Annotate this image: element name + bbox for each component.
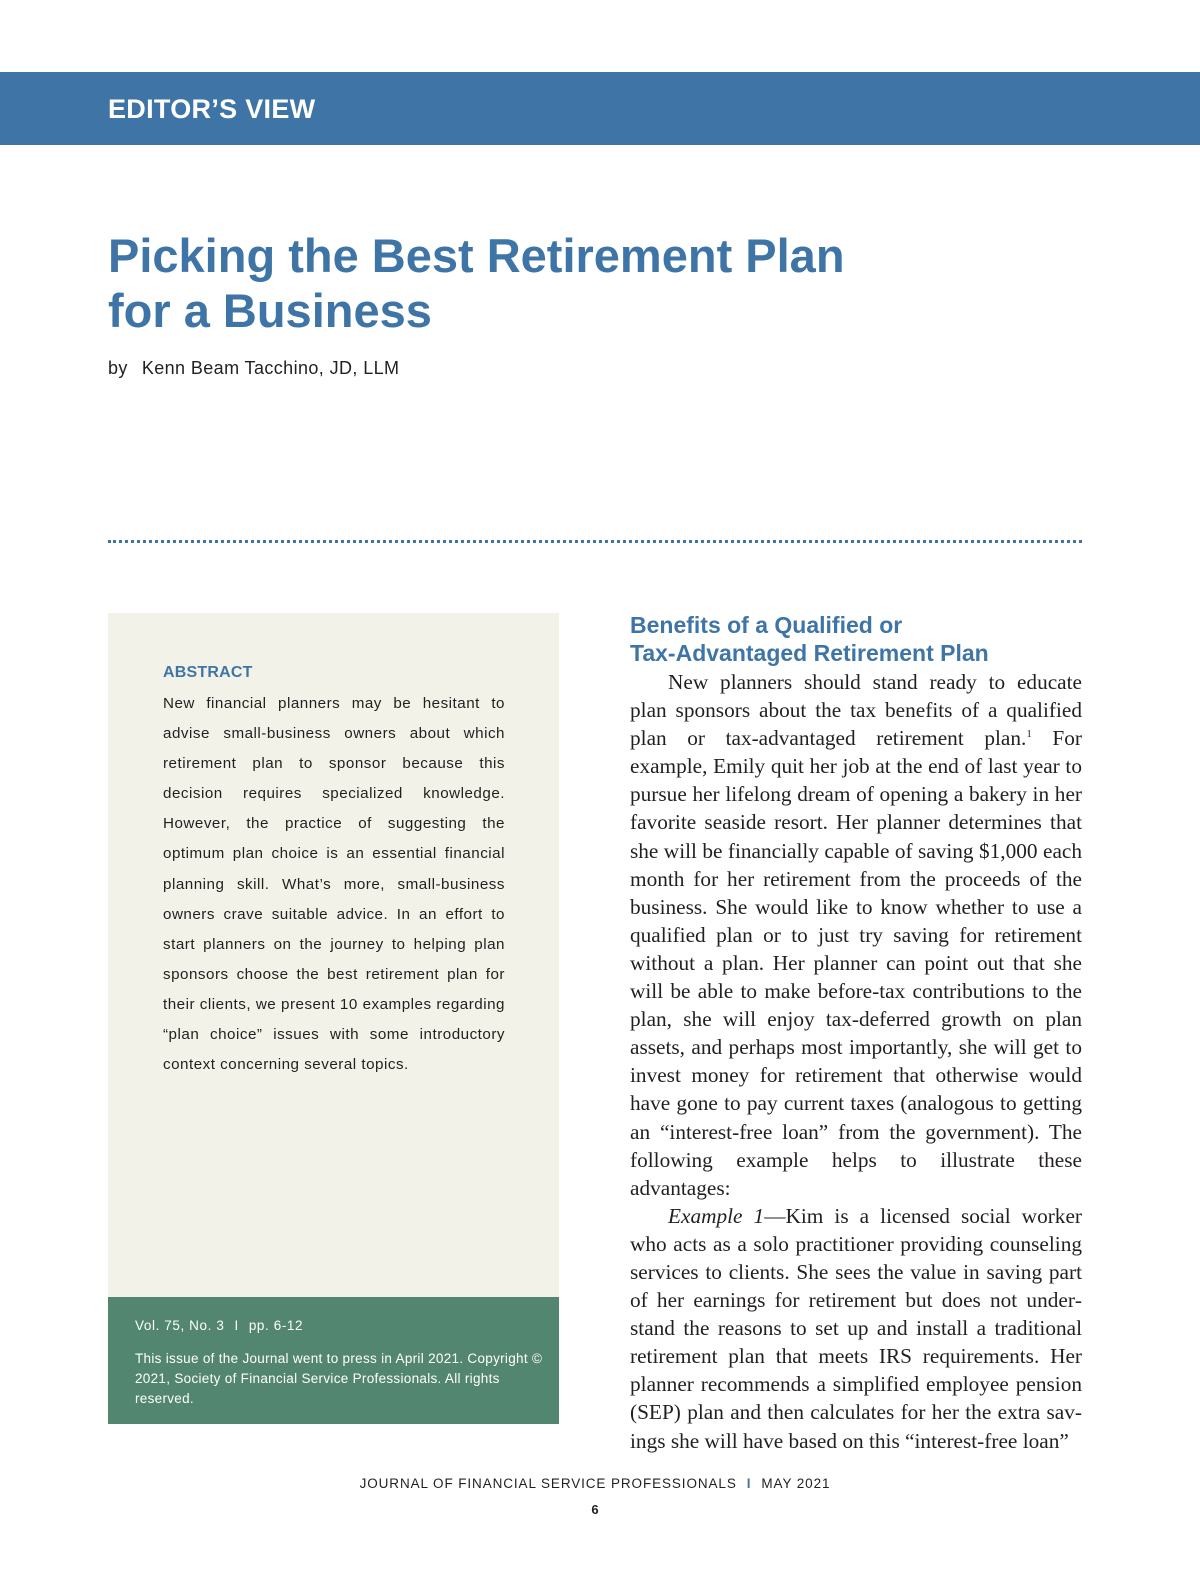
abstract-text: New financial planners may be hesitant to advise small-business owners about which retirement plan to sponsor because this decision requires specialized knowledge. However, the practice of suggesting the optimum plan choice is an essential financial planning skill. What’s more, small-business owners crave suitable advice. In an effort to start planners on the journey to helping plan sponsors choose the best retirement plan for their clients, we present 10 examples regarding “plan choice” issues with some introductory context concerning several topics. — [163, 695, 505, 1074]
body-paragraph-1-start: New planners should stand ready to educate plan sponsors about the tax benefits of a qualified plan or tax-advantaged retirement plan. — [630, 670, 1082, 751]
article-title-line2: for a Business — [108, 284, 432, 337]
issue-pages: pp. 6-12 — [248, 1318, 304, 1333]
issue-press-note: This issue of the Journal went to press in April 2021. Copyright © 2021, Society of Financial Service Professionals. All rights reserved. — [135, 1351, 543, 1406]
dotted-divider — [108, 540, 1082, 543]
byline-prefix: by — [108, 358, 128, 378]
article-title-line1: Picking the Best Retirement Plan — [108, 229, 845, 282]
article-body — [630, 668, 1082, 1455]
issue-separator: I — [234, 1318, 239, 1333]
page-number: 6 — [591, 1502, 599, 1517]
body-paragraph-1 — [630, 668, 1082, 1202]
issue-date: MAY 2021 — [761, 1476, 831, 1491]
page-footer — [0, 1476, 1190, 1491]
body-paragraph-2 — [630, 1202, 1082, 1455]
footnote-ref: 1 — [1026, 728, 1032, 741]
footer-separator: I — [746, 1476, 752, 1491]
section-heading — [630, 611, 1090, 667]
byline — [108, 358, 399, 379]
section-heading-line2: Tax-Advantaged Retirement Plan — [630, 640, 989, 666]
example-label: Example 1 — [668, 1203, 765, 1228]
journal-name: JOURNAL OF FINANCIAL SERVICE PROFESSIONALS — [359, 1476, 737, 1491]
section-heading-line1: Benefits of a Qualified or — [630, 612, 903, 638]
author-name: Kenn Beam Tacchino, JD, LLM — [141, 358, 400, 378]
section-label: EDITOR’S VIEW — [108, 94, 316, 124]
body-paragraph-1-rest: For example, Emily quit her job at the end of last year to pursue her lifelong dream of opening a bakery in her favorite seaside resort. Her planner determines that she will be financially capable of saving $1,000 each month for her retirement from the proceeds of the business. She would like to know whether to use a qualified plan or to just try saving for retirement without a plan. Her planner can point out that she will be able to make before-tax contributions to the plan, she will enjoy tax-deferred growth on plan assets, and perhaps most importantly, she will get to invest money for retirement that otherwise would have gone to pay current taxes (analogous to getting an “interest-free loan” from the government). The following example helps to illustrate these advantages: — [630, 726, 1082, 1200]
issue-volume: Vol. 75, No. 3 — [135, 1318, 225, 1333]
abstract-heading: ABSTRACT — [163, 664, 253, 681]
body-paragraph-2-text: —Kim is a licensed social worker who acts as a solo practitioner providing counseling services to clients. She sees the value in saving part of her earnings for retirement but does not understand the reasons to set up and install a traditional retirement plan that meets IRS requirements. Her planner recommends a simplified employee pension (SEP) plan and then calculates for her the extra savings she will have based on this “interest-free loan” — [630, 1203, 1082, 1453]
issue-volume-line — [135, 1318, 303, 1333]
article-title — [108, 228, 1008, 338]
